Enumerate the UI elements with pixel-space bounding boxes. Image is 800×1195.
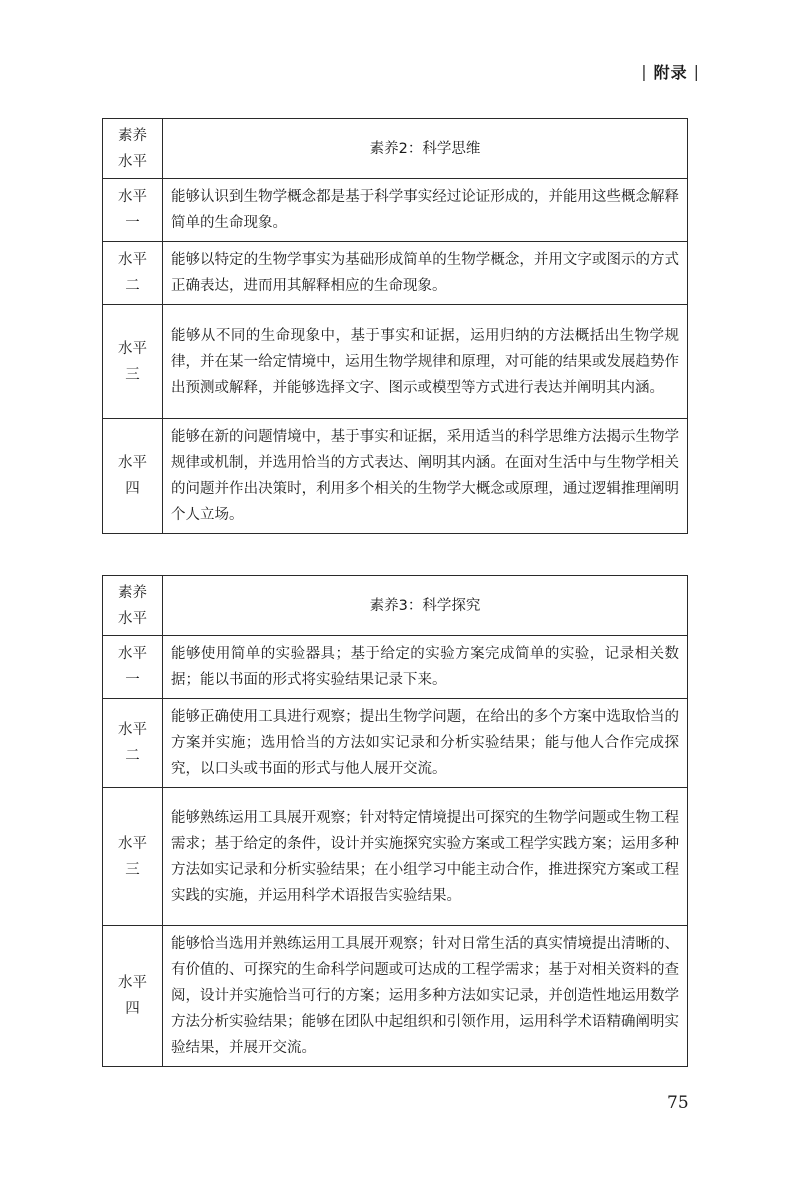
level-cell: [103, 305, 163, 419]
level-cell: [103, 179, 163, 242]
table-row: [103, 636, 688, 699]
level-number: 一: [125, 215, 140, 231]
level-number: 一: [125, 672, 140, 688]
level-cell: [103, 419, 163, 534]
description-cell: 能够在新的问题情境中，基于事实和证据，采用适当的科学思维方法揭示生物学规律或机制，并选用恰当的方式表达、阐明其内涵。在面对生活中与生物学相关的问题并作出决策时，利用多个相关的生物学大概念或原理，通过逻辑推理阐明个人立场。: [163, 419, 688, 534]
table-header-row: [103, 576, 688, 636]
level-cell: [103, 242, 163, 305]
running-head-left-bar: |: [641, 62, 648, 81]
running-head: [641, 60, 700, 83]
level-cell: [103, 699, 163, 788]
table-row: [103, 419, 688, 534]
level-word: 水平: [118, 646, 147, 662]
table-row: [103, 699, 688, 788]
description-cell: 能够认识到生物学概念都是基于科学事实经过论证形成的，并能用这些概念解释简单的生命现象。: [163, 179, 688, 242]
table-row: [103, 305, 688, 419]
level-cell: [103, 788, 163, 926]
table-row: [103, 788, 688, 926]
page-number: 75: [667, 1093, 689, 1113]
description-cell: 能够熟练运用工具展开观察；针对特定情境提出可探究的生物学问题或生物工程需求；基于给定的条件，设计并实施探究实验方案或工程学实践方案；运用多种方法如实记录和分析实验结果；在小组学习中能主动合作，推进探究方案或工程实践的实施，并运用科学术语报告实验结果。: [163, 788, 688, 926]
science-inquiry-table: [102, 575, 688, 1067]
description-cell: 能够正确使用工具进行观察；提出生物学问题，在给出的多个方案中选取恰当的方案并实施；选用恰当的方法如实记录和分析实验结果；能与他人合作完成探究，以口头或书面的形式与他人展开交流。: [163, 699, 688, 788]
level-header-line-2: 水平: [118, 610, 147, 627]
level-word: 水平: [118, 189, 147, 205]
level-cell: [103, 926, 163, 1067]
level-word: 水平: [118, 252, 147, 268]
table-row: [103, 242, 688, 305]
level-number: 二: [125, 278, 140, 294]
level-word: 水平: [118, 340, 147, 357]
level-word: 水平: [118, 975, 147, 991]
level-cell: [103, 636, 163, 699]
table-row: [103, 926, 688, 1067]
science-thinking-table: [102, 118, 688, 534]
level-number: 二: [125, 748, 140, 764]
level-number: 四: [125, 481, 140, 497]
level-number: 三: [125, 861, 140, 878]
description-cell: 能够以特定的生物学事实为基础形成简单的生物学概念，并用文字或图示的方式正确表达，进而用其解释相应的生命现象。: [163, 242, 688, 305]
level-word: 水平: [118, 722, 147, 738]
level-word: 水平: [118, 835, 147, 852]
description-cell: 能够恰当选用并熟练运用工具展开观察；针对日常生活的真实情境提出清晰的、有价值的、可探究的生命科学问题或可达成的工程学需求；基于对相关资料的查阅，设计并实施恰当可行的方案；运用多种方法如实记录，并创造性地运用数学方法分析实验结果；能够在团队中起组织和引领作用，运用科学术语精确阐明实验结果，并展开交流。: [163, 926, 688, 1067]
description-cell: 能够从不同的生命现象中，基于事实和证据，运用归纳的方法概括出生物学规律，并在某一给定情境中，运用生物学规律和原理，对可能的结果或发展趋势作出预测或解释，并能够选择文字、图示或模型等方式进行表达并阐明其内涵。: [163, 305, 688, 419]
running-head-right-bar: |: [693, 62, 700, 81]
table-header-row: [103, 119, 688, 179]
level-column-header: [103, 119, 163, 179]
running-head-label: 附录: [653, 63, 688, 82]
description-cell: 能够使用简单的实验器具；基于给定的实验方案完成简单的实验，记录相关数据；能以书面的形式将实验结果记录下来。: [163, 636, 688, 699]
table-row: [103, 179, 688, 242]
table-title: 素养2：科学思维: [163, 119, 688, 179]
table-title: 素养3：科学探究: [163, 576, 688, 636]
level-number: 四: [125, 1001, 140, 1017]
level-header-line-1: 素养: [118, 127, 147, 144]
level-column-header: [103, 576, 163, 636]
level-header-line-1: 素养: [118, 584, 147, 601]
level-word: 水平: [118, 455, 147, 471]
level-number: 三: [125, 366, 140, 383]
level-header-line-2: 水平: [118, 153, 147, 170]
